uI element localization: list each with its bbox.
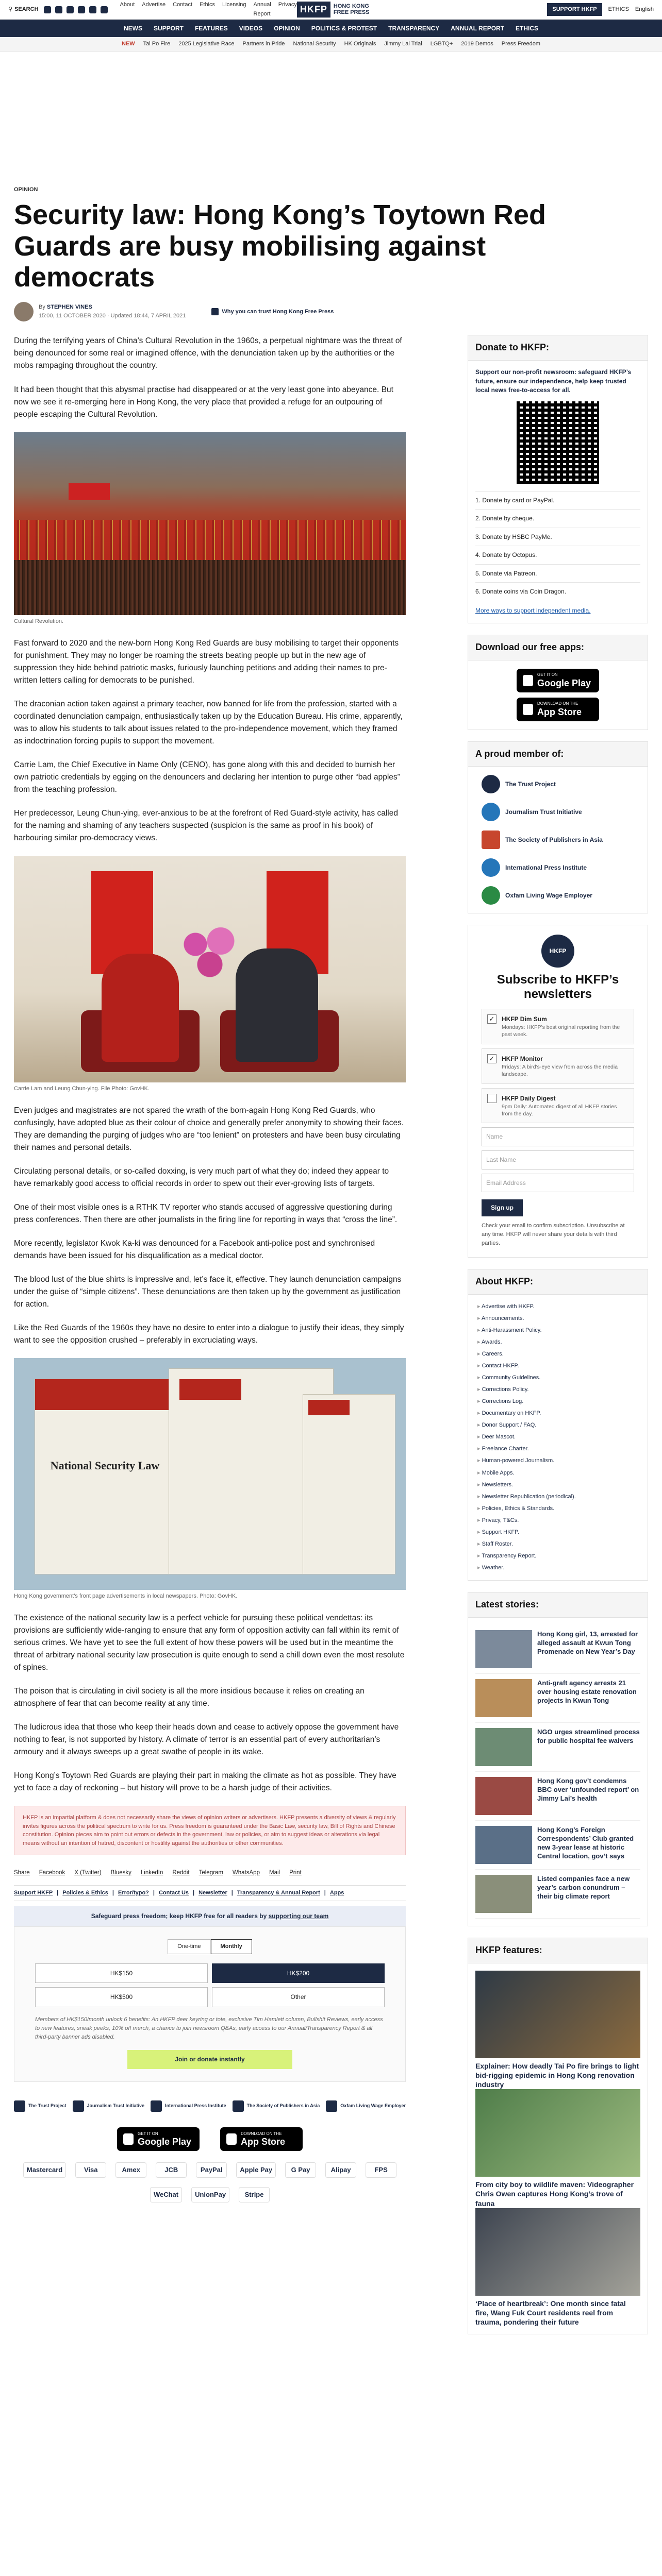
top-link-ethics[interactable]: Ethics [200, 2, 216, 8]
newspaper-masthead [179, 1379, 241, 1400]
about-sidebar-block [468, 1269, 648, 1581]
features-sidebar-block [468, 1938, 648, 2335]
logo-line-1: HONG KONG [333, 3, 369, 10]
member-item[interactable] [482, 858, 634, 877]
app-buttons [468, 660, 648, 730]
support-hkfp-button[interactable]: SUPPORT HKFP [547, 3, 602, 16]
share-bar [14, 1869, 406, 1878]
store-big-text: Google Play [138, 2137, 192, 2147]
newspaper-ads-image [14, 1358, 406, 1590]
subnav-item[interactable]: Partners in Pride [242, 40, 285, 47]
footer-link[interactable]: Apps [329, 1890, 344, 1896]
donate-note: Members of HK$150/month unlock 6 benefits: An HKFP deer keyring or tote, exclusive Tim Hamlett column, Bullshit Reviews, early access to new features, sneak peeks, 10% off merch, a chance to join newsroom Q&As, early access to our Annual/Transparency Report & all third-party banner ads disabled. [35, 2016, 383, 2041]
feature-image [475, 2089, 640, 2177]
article-paragraph: During the terrifying years of China’s Cultural Revolution in the 1960s, a perpetual nightmare was the threat of being denounced for some real or imagined offence, with the denunciation taken up by the authorities or the mobs rampaging throughout the country. [14, 336, 402, 370]
article-paragraph: The blood lust of the blue shirts is impressive and, let’s face it, effective. They launch denunciation campaigns under the guise of “simple citizens”. These denunciations are then taken up by the government as justification for action. [14, 1275, 402, 1309]
store-big-text: App Store [537, 706, 582, 717]
app-store-button[interactable] [517, 698, 599, 721]
about-item[interactable]: ▸ Documentary on HKFP. [477, 1408, 638, 1419]
newsletter-option-text [502, 1014, 628, 1039]
article-paragraph: It had been thought that this abysmal practise had disappeared or at the very least gone into abeyance. But now we see it re-emerging here in Hong Kong, the very place that provided a refuge for an outpouring of people escaping the Cultural Revolution. [14, 385, 393, 419]
member-list [468, 767, 648, 913]
member-logo-label: International Press Institute [165, 2103, 226, 2108]
app-store-row [14, 2127, 406, 2151]
donate-qr-code [517, 401, 599, 484]
signup-button[interactable]: Sign up [482, 1199, 523, 1216]
subnav-item[interactable]: Jimmy Lai Trial [384, 40, 422, 47]
top-links [120, 1, 297, 18]
alipay-icon: Alipay [325, 2162, 356, 2178]
newspaper-sheet [35, 1379, 189, 1574]
logo-line-2: FREE PRESS [333, 9, 370, 16]
donate-banner-text: Safeguard press freedom; keep HKFP free for all readers by [91, 1912, 267, 1920]
story-title: Hong Kong’s Foreign Correspondents’ Club granted new 3-year lease at historic Central location, gov’t says [537, 1825, 634, 1860]
top-link-privacy[interactable]: Privacy [278, 2, 297, 8]
top-link-licensing[interactable]: Licensing [222, 2, 246, 8]
latest-story[interactable] [475, 1772, 640, 1821]
about-item[interactable]: ▸ Awards. [477, 1336, 638, 1348]
member-logo[interactable] [326, 2098, 406, 2114]
about-item[interactable]: ▸ Donor Support / FAQ. [477, 1419, 638, 1431]
visa-icon: Visa [75, 2162, 106, 2178]
newsletter-option-desc: Mondays: HKFP’s best original reporting from the past week. [502, 1024, 620, 1038]
member-logo[interactable] [73, 2098, 145, 2114]
google-play-button[interactable] [117, 2127, 200, 2151]
subnav-item[interactable]: 2025 Legislative Race [178, 40, 235, 47]
newsletter-option-title: HKFP Dim Sum [502, 1015, 547, 1023]
mastercard-icon: Mastercard [23, 2162, 66, 2178]
newsletter-checkbox[interactable] [487, 1094, 496, 1103]
footer-link[interactable]: Transparency & Annual Report [237, 1890, 320, 1896]
store-big-text: App Store [241, 2137, 286, 2147]
about-item[interactable]: ▸ Privacy, T&Cs. [477, 1515, 638, 1527]
about-item[interactable]: ▸ Advertise with HKFP. [477, 1301, 638, 1313]
apps-sidebar-block [468, 635, 648, 730]
image-detail-flowers [174, 918, 246, 985]
nav-videos[interactable]: VIDEOS [239, 24, 263, 32]
story-title: NGO urges streamlined process for public hospital fee waivers [537, 1727, 640, 1744]
youtube-icon[interactable] [78, 6, 85, 13]
newsletter-logo: HKFP [541, 935, 574, 968]
latest-sidebar-block [468, 1592, 648, 1926]
member-logo-label: Journalism Trust Initiative [87, 2103, 145, 2108]
member-item-label: The Society of Publishers in Asia [505, 836, 603, 844]
amount-option[interactable]: HK$150 [35, 1963, 208, 1984]
ethics-link[interactable]: ETHICS [608, 6, 629, 12]
article-paragraph: Her predecessor, Leung Chun-ying, ever-anxious to be at the forefront of Red Guard-style activity, has called for the naming and shaming of any teachers suspected (suspicion is the same as proof in his book) of harbouring similar pro-democracy views. [14, 808, 398, 842]
article-paragraph: More recently, legislator Kwok Ka-ki was denounced for a Facebook anti-police post and synchronised demands have been issued for his disqualification as a medical doctor. [14, 1239, 375, 1260]
member-item-label: The Trust Project [505, 781, 556, 788]
footer-link[interactable]: Contact Us [158, 1890, 189, 1896]
nav-opinion[interactable]: OPINION [274, 24, 300, 32]
oxfam-icon [482, 886, 500, 905]
about-item[interactable]: ▸ Weather. [477, 1562, 638, 1574]
fps-icon: FPS [366, 2162, 396, 2178]
newspaper-sheet [303, 1394, 395, 1574]
stripe-icon: Stripe [239, 2187, 270, 2202]
language-selector[interactable]: English [635, 6, 654, 12]
article-paragraph: Fast forward to 2020 and the new-born Hong Kong Red Guards are busy mobilising to target their opponents for punishment. They may no longer be roaming the streets beating people up but in the new age of suppression they hide behind patriotic masks, furiously launching petitions and adding their names to pre-written letters calling for democrats to be punished. [14, 638, 399, 685]
store-small-text: DOWNLOAD ON THE [241, 2131, 282, 2136]
story-thumbnail [475, 1826, 532, 1864]
story-thumbnail [475, 1875, 532, 1913]
author-prefix: By [39, 304, 45, 311]
apps-title: Download our free apps: [468, 635, 648, 660]
article-headline: Security law: Hong Kong’s Toytown Red Guards are busy mobilising against democrats [14, 199, 547, 293]
member-item[interactable] [482, 803, 634, 821]
google-pay-icon: G Pay [285, 2162, 316, 2178]
frequency-toggle [35, 1939, 385, 1954]
feature-title: From city boy to wildlife maven: Videographer Chris Owen captures Hong Kong’s trove of fauna [475, 2180, 634, 2208]
member-item[interactable] [482, 831, 634, 849]
wechat-icon: WeChat [150, 2187, 182, 2202]
amount-grid [35, 1963, 385, 2007]
member-item[interactable] [482, 886, 634, 905]
feature-image [475, 1971, 640, 2058]
article-paragraph: The ludicrous idea that those who keep their heads down and cease to actively oppose the government have nothing to fear, is not supported by history. A climate of terror is an essential part of every authoritarian’s armoury and it always sweeps up a great swathe of people in its wake. [14, 1723, 399, 1757]
newsletter-option-title: HKFP Monitor [502, 1055, 543, 1062]
sub-nav [0, 37, 662, 52]
article-paragraph: One of their most visible ones is a RTHK TV reporter who stands accused of aggressive questioning during press conferences. Then there are other journalists in the firing line for reporting in ways that “cross the line”. [14, 1202, 398, 1224]
share-mail[interactable]: Mail [269, 1870, 280, 1876]
member-item-label: International Press Institute [505, 864, 587, 872]
trust-project-icon [14, 2100, 25, 2112]
apple-pay-icon: Apple Pay [236, 2162, 276, 2178]
trust-label: Why you can trust Hong Kong Free Press [222, 308, 334, 315]
newsletter-option[interactable] [482, 1088, 634, 1124]
name-field[interactable]: Name [482, 1127, 634, 1146]
publish-date: 15:00, 11 OCTOBER 2020 · Updated 18:44, 7 APRIL 2021 [39, 313, 186, 319]
about-item[interactable]: ▸ Mobile Apps. [477, 1467, 638, 1479]
figure-caption: Carrie Lam and Leung Chun-ying. File Photo: GovHK. [14, 1085, 150, 1092]
newspaper-masthead [35, 1379, 190, 1410]
top-link-advertise[interactable]: Advertise [142, 2, 166, 8]
article-paragraph: Circulating personal details, or so-called doxxing, is very much part of what they do; indeed they appear to have remarkably good access to official records in order to spew out their ever-growing lists of targets. [14, 1166, 389, 1188]
trust-icon [211, 308, 219, 315]
nav-support[interactable]: SUPPORT [153, 24, 184, 32]
share-telegram[interactable]: Telegram [198, 1870, 223, 1876]
freq-one-time[interactable]: One-time [168, 1939, 210, 1954]
share-x[interactable]: X (Twitter) [74, 1870, 102, 1876]
donate-option[interactable]: 2. Donate by cheque. [475, 509, 640, 528]
more-ways-link[interactable]: More ways to support independent media. [475, 607, 591, 615]
top-bar-right [370, 3, 654, 16]
article-paragraph: Like the Red Guards of the 1960s they have no desire to enter into a dialogue to justify their ideas, they simply want to see the opposition crushed – preferably in excruciating ways. [14, 1324, 404, 1345]
donate-widget [14, 1926, 406, 2082]
about-item[interactable]: ▸ Careers. [477, 1348, 638, 1360]
email-field[interactable]: Email Address [482, 1174, 634, 1193]
member-logo-label: The Society of Publishers in Asia [246, 2103, 320, 2108]
sopa-icon [482, 831, 500, 849]
byline [14, 302, 648, 321]
join-donate-button[interactable]: Join or donate instantly [127, 2050, 292, 2069]
feature-image [475, 2208, 640, 2296]
figure-caption: Cultural Revolution. [14, 618, 63, 624]
newsletter-sidebar-block [468, 925, 648, 1258]
instagram-icon[interactable] [67, 6, 74, 13]
latest-story[interactable] [475, 1625, 640, 1674]
telegram-icon[interactable] [89, 6, 96, 13]
footer-link[interactable]: Support HKFP [14, 1890, 53, 1896]
donate-title: Donate to HKFP: [468, 335, 648, 361]
trust-project-icon [482, 775, 500, 793]
story-title: Anti-graft agency arrests 21 over housing estate renovation projects in Kwun Tong [537, 1679, 637, 1704]
subnav-item[interactable]: Tai Po Fire [143, 40, 171, 47]
feature-story[interactable] [475, 2208, 640, 2327]
figure-lam-leung [14, 856, 406, 1093]
about-item[interactable]: ▸ Anti-Harassment Policy. [477, 1325, 638, 1336]
newsletter-footnote: Check your email to confirm subscription. Unsubscribe at any time. HKFP will never share your details with third parties. [482, 1222, 625, 1246]
story-title: Listed companies face a new year’s carbon conundrum – their big climate report [537, 1874, 630, 1900]
paypal-icon: PayPal [196, 2162, 227, 2178]
article-paragraph: The draconian action taken against a primary teacher, now banned for life from the profession, started with a coordinated denunciation campaign, enthusiastically taken up by the Education Bureau. His crime, apparently, was to allow his students to talk about issues related to the pro-independence movement, which they framed as indoctrination forcing pupils to support the movement. [14, 699, 403, 745]
ipi-icon [151, 2100, 162, 2112]
figure-cultural-revolution [14, 432, 406, 626]
story-title: Hong Kong girl, 13, arrested for alleged assault at Kwun Tong Promenade on New Year’s Day [537, 1630, 638, 1655]
latest-story[interactable] [475, 1821, 640, 1870]
about-item[interactable]: ▸ Corrections Log. [477, 1396, 638, 1408]
member-item-label: Journalism Trust Initiative [505, 808, 582, 816]
section-label[interactable]: OPINION [14, 187, 38, 193]
subnav-item[interactable]: Press Freedom [501, 40, 540, 47]
x-icon[interactable] [55, 6, 62, 13]
member-sidebar-block [468, 741, 648, 914]
about-item[interactable]: ▸ Human-powered Journalism. [477, 1455, 638, 1467]
member-item-label: Oxfam Living Wage Employer [505, 892, 592, 900]
newsletter-option-text [502, 1094, 628, 1118]
newsletter-option[interactable] [482, 1009, 634, 1044]
payment-methods [14, 2162, 406, 2202]
top-link-contact[interactable]: Contact [173, 2, 193, 8]
apple-icon [226, 2133, 237, 2145]
about-item[interactable]: ▸ Contact HKFP. [477, 1360, 638, 1372]
about-item[interactable]: ▸ Staff Roster. [477, 1538, 638, 1550]
donate-banner-link[interactable]: supporting our team [268, 1912, 329, 1920]
google-play-button[interactable] [517, 669, 599, 692]
about-item[interactable]: ▸ Transparency Report. [477, 1550, 638, 1562]
about-item[interactable]: ▸ Support HKFP. [477, 1527, 638, 1538]
share-label[interactable]: Share [14, 1870, 30, 1876]
newspaper-masthead [308, 1400, 350, 1415]
donate-option[interactable]: 3. Donate by HSBC PayMe. [475, 528, 640, 546]
cultural-revolution-image [14, 432, 406, 615]
image-detail-person [102, 954, 179, 1062]
amount-option[interactable]: HK$500 [35, 1987, 208, 2007]
about-item[interactable]: ▸ Announcements. [477, 1313, 638, 1325]
footer-link[interactable]: Newsletter [198, 1890, 227, 1896]
share-facebook[interactable]: Facebook [39, 1870, 65, 1876]
image-detail-sign [69, 483, 110, 500]
donate-banner [14, 1906, 406, 1926]
subnav-item[interactable]: HK Originals [344, 40, 376, 47]
footer-link[interactable]: Error/typo? [118, 1890, 149, 1896]
search-button[interactable] [8, 5, 39, 14]
opinion-disclaimer: HKFP is an impartial platform & does not necessarily share the views of opinion writers or advertisers. HKFP presents a diversity of views & regularly invites figures across the political spectrum to write for us. Press freedom is guaranteed under the Basic Law, security law, Bill of Rights and Chinese constitution. Opinion pieces aim to point out errors or defects in the government, law or policies, or aim to suggest ideas or alterations via legal means without an intention of hatred, discontent or hostility against the authorities or other communities. [14, 1806, 406, 1855]
lam-leung-image [14, 856, 406, 1082]
about-item[interactable]: ▸ Freelance Charter. [477, 1443, 638, 1455]
story-thumbnail [475, 1630, 532, 1668]
author-link[interactable]: STEPHEN VINES [46, 304, 92, 311]
story-thumbnail [475, 1679, 532, 1717]
nav-politics[interactable]: POLITICS & PROTEST [311, 24, 377, 32]
about-item[interactable]: ▸ Newsletters. [477, 1479, 638, 1491]
newsletter-widget [468, 925, 648, 1257]
share-reddit[interactable]: Reddit [172, 1870, 190, 1876]
nav-annual-report[interactable]: ANNUAL REPORT [451, 24, 505, 32]
sidebar [468, 335, 648, 2346]
amex-icon: Amex [115, 2162, 146, 2178]
top-bar-left [8, 1, 297, 18]
latest-story[interactable] [475, 1674, 640, 1723]
threads-icon[interactable] [101, 6, 108, 13]
search-label: SEARCH [14, 6, 39, 12]
member-logo-label: The Trust Project [28, 2103, 67, 2108]
nav-features[interactable]: FEATURES [194, 24, 228, 32]
latest-story[interactable] [475, 1870, 640, 1919]
image-detail-person [236, 948, 318, 1062]
latest-title: Latest stories: [468, 1592, 648, 1618]
story-thumbnail [475, 1777, 532, 1815]
top-link-annual-report[interactable]: Annual Report [253, 2, 271, 17]
image-detail-crowd [14, 560, 406, 615]
feature-title: ‘Place of heartbreak’: One month since fatal fire, Wang Fuk Court residents reel from trauma, pondering their future [475, 2299, 626, 2327]
feature-story[interactable] [475, 1971, 640, 2090]
share-print[interactable]: Print [289, 1870, 302, 1876]
site-logo[interactable] [297, 2, 370, 18]
donate-option[interactable]: 5. Donate via Patreon. [475, 564, 640, 583]
top-bar [0, 0, 662, 20]
ipi-icon [482, 858, 500, 877]
article-paragraph: Carrie Lam, the Chief Executive in Name Only (CENO), has gone along with this and decided to burnish her own patriotic credentials by egging on the denouncers and declaring her intention to purge other “bad apples” from the teaching profession. [14, 760, 400, 794]
subnav-item[interactable]: 2019 Demos [461, 40, 493, 47]
jti-icon [482, 803, 500, 821]
about-list [468, 1295, 648, 1580]
latest-story[interactable] [475, 1723, 640, 1772]
member-logo[interactable] [14, 2098, 67, 2114]
newsletter-option-desc: Fridays: A bird’s-eye view from across the media landscape. [502, 1064, 618, 1078]
app-store-button[interactable] [220, 2127, 303, 2151]
unionpay-icon: UnionPay [191, 2187, 229, 2202]
donate-sidebar-block [468, 335, 648, 623]
story-title: Hong Kong gov’t condemns BBC over ‘unfounded report’ on Jimmy Lai’s health [537, 1776, 639, 1802]
member-logo[interactable] [233, 2098, 320, 2114]
apple-icon [523, 704, 533, 715]
donate-option[interactable]: 1. Donate by card or PayPal. [475, 491, 640, 510]
logo-mark: HKFP [297, 2, 330, 18]
about-item[interactable]: ▸ Newsletter Republication (periodical). [477, 1491, 638, 1503]
article-paragraph: Hong Kong’s Toytown Red Guards are playing their part in making the climate as hot as possible. They have yet to face a day of reckoning – but history will prove to be a harsh judge of their activities. [14, 1771, 396, 1793]
member-title: A proud member of: [468, 742, 648, 767]
trust-link[interactable] [211, 308, 334, 316]
story-thumbnail [475, 1728, 532, 1766]
share-linkedin[interactable]: LinkedIn [140, 1870, 163, 1876]
nav-news[interactable]: NEWS [123, 24, 142, 32]
article-paragraph: The poison that is circulating in civil society is all the more insidious because it relies on creating an atmosphere of fear that can become reality at any time. [14, 1687, 365, 1708]
byline-text [39, 303, 186, 320]
latest-list [468, 1618, 648, 1926]
main-nav [0, 20, 662, 37]
figure-newspaper-ads [14, 1358, 406, 1601]
amount-option[interactable]: HK$200 [212, 1963, 385, 1984]
google-play-icon [123, 2133, 134, 2145]
article-body [14, 335, 406, 2346]
donate-option[interactable]: 6. Donate coins via Coin Dragon. [475, 582, 640, 601]
member-logo[interactable] [151, 2098, 226, 2114]
donate-option[interactable]: 4. Donate by Octopus. [475, 546, 640, 564]
article-paragraph: Even judges and magistrates are not spared the wrath of the born-again Hong Kong Red Guards, who confusingly, have adopted blue as their colour of choice and generally prefer anonymity to showing their faces. They are demanding the purging of judges who are “too lenient” on protesters and have been busy circulating their names and personal details. [14, 1106, 404, 1152]
features-title: HKFP features: [468, 1938, 648, 1963]
newspaper-title: National Security Law [50, 1459, 160, 1472]
share-whatsapp[interactable]: WhatsApp [232, 1870, 260, 1876]
about-item[interactable]: ▸ Corrections Policy. [477, 1384, 638, 1396]
sopa-icon [233, 2100, 244, 2112]
store-small-text: GET IT ON [138, 2131, 158, 2136]
freq-monthly[interactable]: Monthly [211, 1939, 252, 1954]
newsletter-checkbox[interactable]: ✓ [487, 1054, 496, 1063]
newsletter-title: Subscribe to HKFP’s newsletters [496, 973, 619, 1002]
footer-link[interactable]: Policies & Ethics [62, 1890, 108, 1896]
subnav-item[interactable]: National Security [293, 40, 336, 47]
about-item[interactable]: ▸ Community Guidelines. [477, 1372, 638, 1384]
nav-transparency[interactable]: TRANSPARENCY [388, 24, 440, 32]
member-item[interactable] [482, 775, 634, 793]
jti-icon [73, 2100, 84, 2112]
last-name-field[interactable]: Last Name [482, 1150, 634, 1170]
feature-story[interactable] [475, 2089, 640, 2208]
google-play-icon [523, 675, 533, 686]
jcb-icon: JCB [156, 2162, 187, 2178]
member-logo-label: Oxfam Living Wage Employer [340, 2103, 406, 2108]
social-icons [44, 6, 108, 13]
about-title: About HKFP: [468, 1269, 648, 1295]
donate-options [475, 491, 640, 601]
about-item[interactable]: ▸ Policies, Ethics & Standards. [477, 1503, 638, 1515]
about-item[interactable]: ▸ Deer Mascot. [477, 1431, 638, 1443]
newsletter-checkbox[interactable]: ✓ [487, 1014, 496, 1024]
newsletter-option-desc: 9pm Daily: Automated digest of all HKFP stories from the day. [502, 1104, 617, 1117]
store-small-text: GET IT ON [537, 672, 558, 677]
donate-intro[interactable]: Support our non-profit newsroom: safeguard HKFP’s future, ensure our independence, help keep trusted local news free-to-access for all. [475, 368, 632, 394]
page-container [14, 185, 648, 2346]
author-avatar [14, 302, 34, 321]
subnav-item[interactable]: LGBTQ+ [430, 40, 453, 47]
oxfam-icon [326, 2100, 337, 2112]
figure-caption: Hong Kong government’s front page advertisements in local newspapers. Photo: GovHK. [14, 1593, 238, 1600]
store-big-text: Google Play [537, 677, 591, 688]
top-link-about[interactable]: About [120, 2, 135, 8]
search-icon: ⚲ [8, 6, 13, 12]
store-small-text: DOWNLOAD ON THE [537, 701, 578, 706]
features-list [468, 1963, 648, 2334]
feature-title: Explainer: How deadly Tai Po fire brings to light bid-rigging epidemic in Hong Kong renovation industry [475, 2061, 639, 2089]
article-paragraph: The existence of the national security law is a perfect vehicle for pursuing these political vendettas: its provisions are sufficiently wide-ranging to ensure that any form of opposition activity can fall within its remit of serious crimes. We have yet to see the full extent of how these powers will be used but in the meantime the threat of arbitrary national security law prosecution is quite enough to send a chill down even the most resolute of spines. [14, 1614, 405, 1672]
new-badge: NEW [122, 40, 135, 47]
amount-option[interactable]: Other [212, 1987, 385, 2007]
share-bluesky[interactable]: Bluesky [110, 1870, 131, 1876]
facebook-icon[interactable] [44, 6, 51, 13]
newsletter-option-title: HKFP Daily Digest [502, 1094, 556, 1102]
member-logos-row [14, 2093, 406, 2119]
donate-body [468, 361, 648, 622]
newsletter-option[interactable] [482, 1048, 634, 1084]
nav-ethics[interactable]: ETHICS [516, 24, 539, 32]
newsletter-option-text [502, 1054, 628, 1078]
article-footer-links: Support HKFP | Policies & Ethics | Error/typo? | Contact Us | Newsletter | Transparency & Annual Report | Apps [14, 1885, 406, 1901]
logo-text [334, 3, 370, 15]
content-layout [14, 335, 648, 2346]
